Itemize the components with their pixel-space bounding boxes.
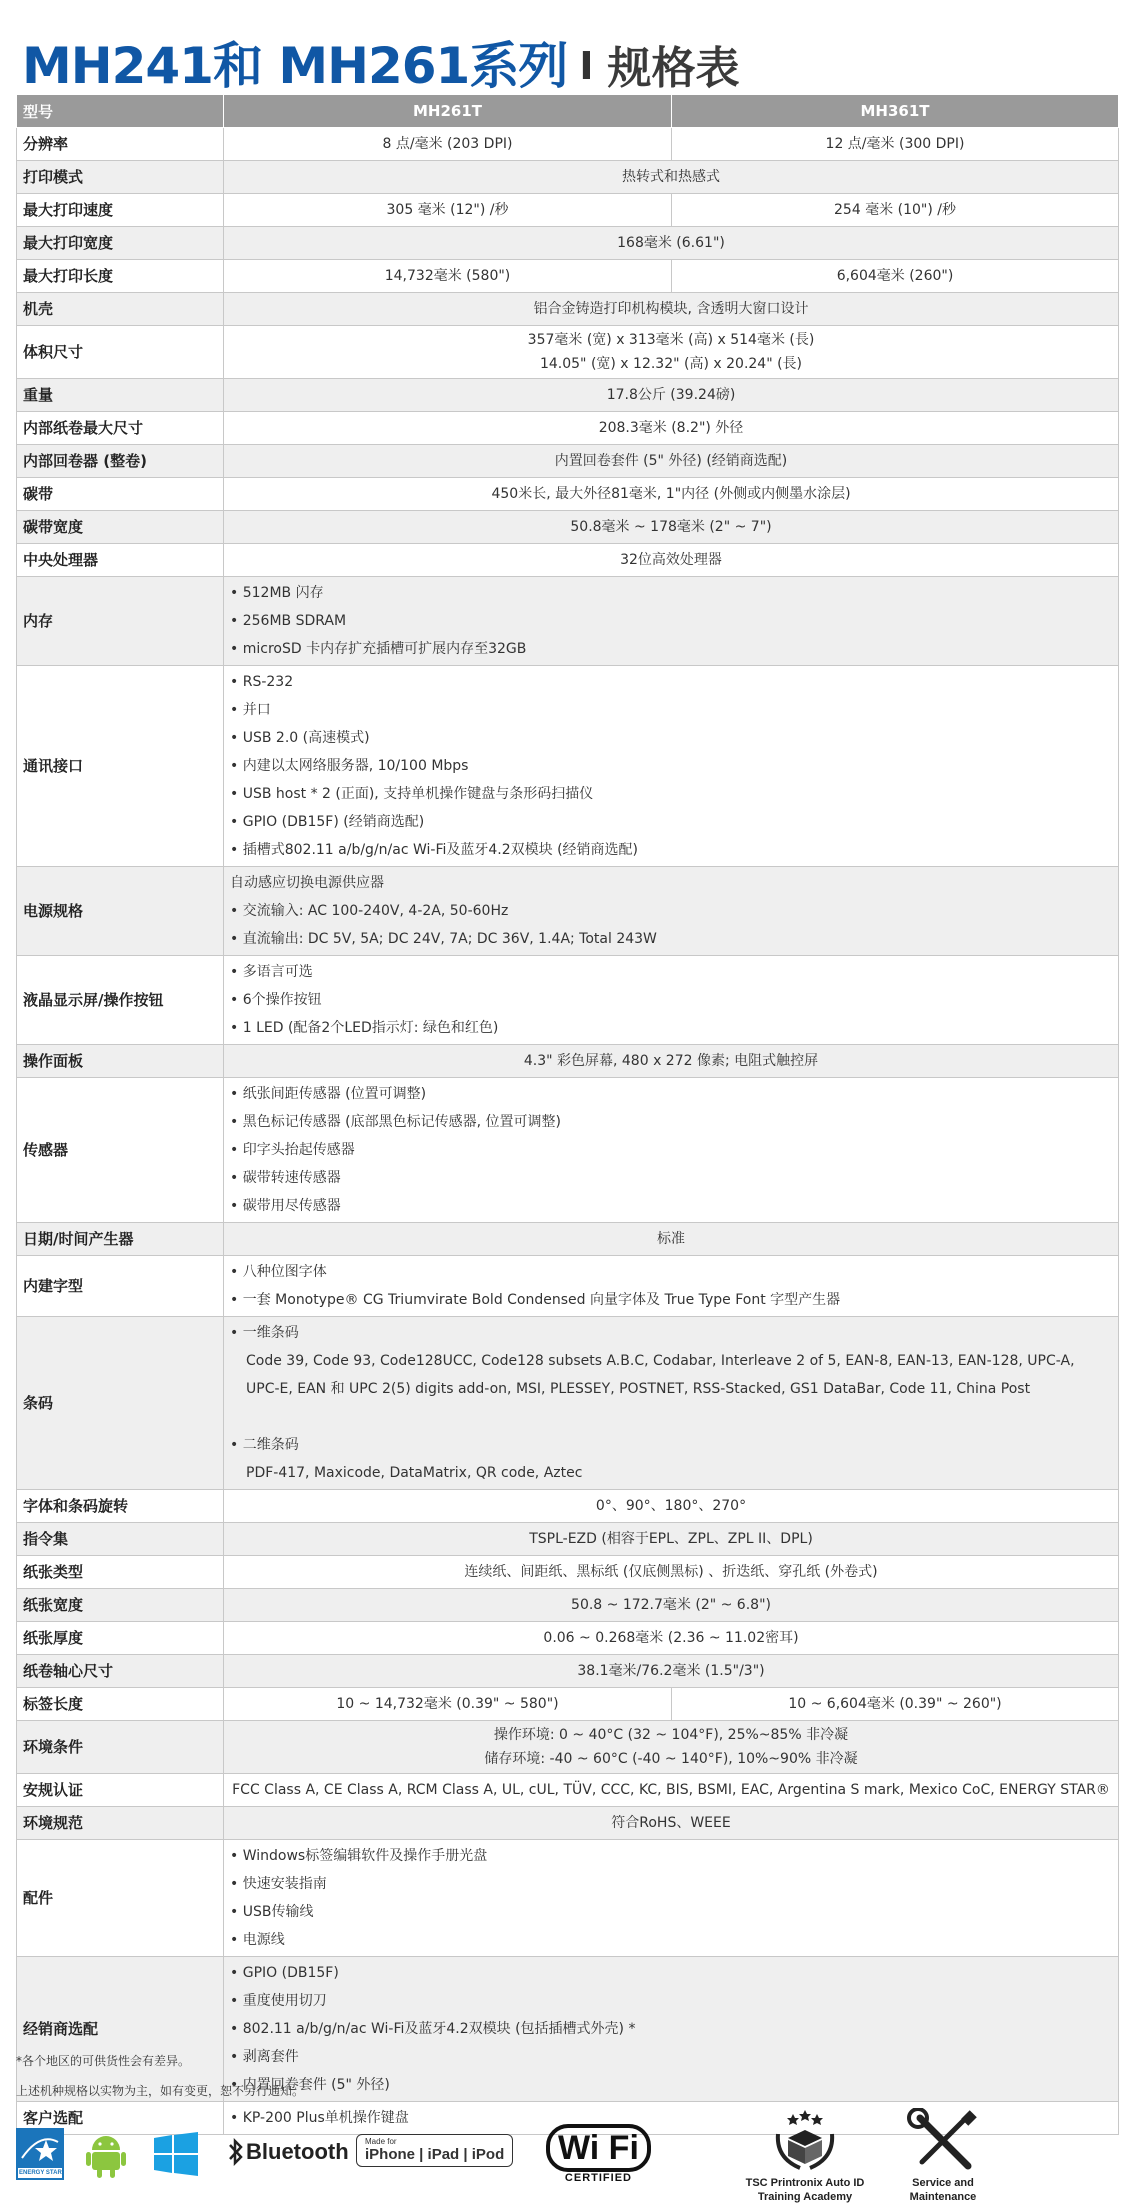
spec-value-b: 6,604毫米 (260"): [672, 260, 1119, 293]
spec-label: 经销商选配: [17, 1957, 224, 2102]
spec-value-b: 254 毫米 (10") /秒: [672, 194, 1119, 227]
spec-label: 配件: [17, 1840, 224, 1957]
spec-line: 操作环境: 0 ~ 40°C (32 ~ 104°F), 25%~85% 非冷凝: [493, 1727, 849, 1743]
spec-row: [17, 445, 1119, 478]
spec-bullet: • 重度使用切刀: [230, 1987, 1112, 2015]
spec-row: [17, 293, 1119, 326]
spec-row: [17, 478, 1119, 511]
spec-bullet: • USB传输线: [230, 1898, 1112, 1926]
apple-made-for: Made for: [365, 2137, 397, 2146]
spec-label: 液晶显示屏/操作按钮: [17, 956, 224, 1045]
spec-line: 357毫米 (宽) x 313毫米 (高) x 514毫米 (長): [527, 332, 815, 348]
spec-label: 环境规范: [17, 1807, 224, 1840]
spec-bullet: • 八种位图字体: [230, 1258, 1112, 1286]
title-model: MH241和 MH261系列: [22, 37, 568, 95]
spec-label: 纸卷轴心尺寸: [17, 1655, 224, 1688]
spec-label: 纸张宽度: [17, 1589, 224, 1622]
spec-row: [17, 194, 1119, 227]
spec-row: [17, 1045, 1119, 1078]
spec-bullet: • 6个操作按钮: [230, 986, 1112, 1014]
spec-value: 50.8 ~ 172.7毫米 (2" ~ 6.8"): [224, 1589, 1119, 1622]
service-maintenance-logo: [888, 2108, 998, 2204]
spec-row: [17, 1688, 1119, 1721]
spec-table: [16, 94, 1119, 2135]
spec-row: [17, 1317, 1119, 1490]
spec-value: 208.3毫米 (8.2") 外径: [224, 412, 1119, 445]
spec-bullet: • USB host * 2 (正面), 支持单机操作键盘与条形码扫描仪: [230, 780, 1112, 808]
spec-label: 内建字型: [17, 1256, 224, 1317]
spec-row: [17, 1490, 1119, 1523]
spec-row: [17, 1807, 1119, 1840]
spec-row: [17, 227, 1119, 260]
spec-bullet: • GPIO (DB15F) (经销商选配): [230, 808, 1112, 836]
spec-label: 纸张类型: [17, 1556, 224, 1589]
spec-bullet-list: [230, 668, 1112, 864]
spec-bullet: • 插槽式802.11 a/b/g/n/ac Wi-Fi及蓝牙4.2双模块 (经销商选配): [230, 836, 1112, 864]
spec-row: [17, 544, 1119, 577]
barcode-heading: • 一维条码: [230, 1325, 299, 1341]
spec-bullet: • 256MB SDRAM: [230, 607, 1112, 635]
spec-label: 重量: [17, 379, 224, 412]
spec-label: 标签长度: [17, 1688, 224, 1721]
page-title: [22, 26, 740, 96]
spec-label: 内部回卷器 (整卷): [17, 445, 224, 478]
service-line-1: Service and: [912, 2177, 974, 2189]
spec-row: [17, 1840, 1119, 1957]
spec-value: [224, 1957, 1119, 2102]
spec-bullet: • GPIO (DB15F): [230, 1959, 1112, 1987]
spec-label: 字体和条码旋转: [17, 1490, 224, 1523]
spec-label: 中央处理器: [17, 544, 224, 577]
spec-value-b: 12 点/毫米 (300 DPI): [672, 128, 1119, 161]
header-model-a: MH261T: [224, 95, 672, 128]
spec-bullet: • 纸张间距传感器 (位置可调整): [230, 1080, 1112, 1108]
spec-bullet-list: [230, 958, 1112, 1042]
spec-label: 环境条件: [17, 1721, 224, 1774]
wifi-text: Wi Fi: [546, 2124, 651, 2172]
spec-value: 连续纸、间距纸、黑标纸 (仅底侧黑标) 、折迭纸、穿孔纸 (外卷式): [224, 1556, 1119, 1589]
wifi-certified-text: CERTIFIED: [564, 2172, 632, 2184]
certification-logos: [16, 2108, 1118, 2203]
wifi-certified-logo: [546, 2124, 651, 2184]
spec-bullet-list: [230, 897, 1112, 953]
bluetooth-logo: [226, 2138, 349, 2166]
spec-value: 50.8毫米 ~ 178毫米 (2" ~ 7"): [224, 511, 1119, 544]
header-model-label: 型号: [17, 95, 224, 128]
spec-label: 内存: [17, 577, 224, 666]
spec-label: 条码: [17, 1317, 224, 1490]
spec-row: [17, 1523, 1119, 1556]
spec-bullet: • 印字头抬起传感器: [230, 1136, 1112, 1164]
spec-bullet: • 512MB 闪存: [230, 579, 1112, 607]
spec-value: 17.8公斤 (39.24磅): [224, 379, 1119, 412]
spec-value: [224, 577, 1119, 666]
spec-bullet: • 碳带转速传感器: [230, 1164, 1112, 1192]
spec-value: [224, 1256, 1119, 1317]
spec-lead: 自动感应切换电源供应器: [230, 875, 384, 891]
spec-value: [224, 1840, 1119, 1957]
barcode-list: Code 39, Code 93, Code128UCC, Code128 subsets A.B.C, Codabar, Interleave 2 of 5, EAN-8, EAN-13, EAN-128, UPC-A, UPC-E, EAN 和 UPC 2(5) digits add-on, MSI, PLESSEY, POSTNET, RSS-Stacked, GS1 DataBar, Code 11, China Post: [246, 1353, 1075, 1397]
spec-label: 客户选配: [17, 2102, 224, 2135]
spec-label: 分辨率: [17, 128, 224, 161]
spec-label: 碳带宽度: [17, 511, 224, 544]
spec-bullet: • 内置回卷套件 (5" 外径): [230, 2071, 1112, 2099]
spec-bullet-list: [230, 579, 1112, 663]
wrench-screwdriver-icon: [888, 2108, 998, 2172]
spec-value: 符合RoHS、WEEE: [224, 1807, 1119, 1840]
spec-row: [17, 956, 1119, 1045]
service-line-2: Maintenance: [909, 2191, 977, 2203]
apple-devices: iPhone | iPad | iPod: [365, 2146, 505, 2163]
spec-bullet: • 802.11 a/b/g/n/ac Wi-Fi及蓝牙4.2双模块 (包括插槽式外壳) *: [230, 2015, 1112, 2043]
bluetooth-icon: [226, 2138, 246, 2166]
spec-value: 450米长, 最大外径81毫米, 1"内径 (外侧或内侧墨水涂层): [224, 478, 1119, 511]
spec-bullet: • KP-200 Plus单机操作键盘: [230, 2104, 1112, 2132]
spec-row: [17, 412, 1119, 445]
spec-bullet: • USB 2.0 (高速模式): [230, 724, 1112, 752]
table-header-row: [17, 95, 1119, 128]
spec-row: [17, 379, 1119, 412]
spec-row: [17, 1774, 1119, 1807]
energy-star-text: ENERGY STAR: [19, 2170, 62, 2176]
spec-bullet: • 黑色标记传感器 (底部黑色标记传感器, 位置可调整): [230, 1108, 1112, 1136]
spec-bullet: • 快速安装指南: [230, 1870, 1112, 1898]
spec-bullet: • 电源线: [230, 1926, 1112, 1954]
title-separator: I: [579, 44, 594, 88]
spec-bullet-list: [230, 1959, 1112, 2099]
spec-value: 168毫米 (6.61"): [224, 227, 1119, 260]
spec-label: 操作面板: [17, 1045, 224, 1078]
spec-label: 纸张厚度: [17, 1622, 224, 1655]
spec-bullet: • 交流输入: AC 100-240V, 4-2A, 50-60Hz: [230, 897, 1112, 925]
spec-bullet: • 剥离套件: [230, 2043, 1112, 2071]
spec-bullet: • 内建以太网络服务器, 10/100 Mbps: [230, 752, 1112, 780]
spec-value: FCC Class A, CE Class A, RCM Class A, UL, cUL, TÜV, CCC, KC, BIS, BSMI, EAC, Argentina S mark, Mexico CoC, ENERGY STAR®: [224, 1774, 1119, 1807]
title-suffix: 规格表: [607, 43, 740, 94]
spec-label: 最大打印速度: [17, 194, 224, 227]
academy-line-2: Training Academy: [757, 2191, 853, 2203]
spec-value: TSPL-EZD (相容于EPL、ZPL、ZPL II、DPL): [224, 1523, 1119, 1556]
spec-label: 安规认证: [17, 1774, 224, 1807]
spec-label: 碳带: [17, 478, 224, 511]
spec-value: 内置回卷套件 (5" 外径) (经销商选配): [224, 445, 1119, 478]
windows-icon: [154, 2132, 198, 2180]
spec-value: 38.1毫米/76.2毫米 (1.5"/3"): [224, 1655, 1119, 1688]
spec-row: [17, 1957, 1119, 2102]
spec-bullet: • 一套 Monotype® CG Triumvirate Bold Condensed 向量字体及 True Type Font 字型产生器: [230, 1286, 1112, 1314]
spec-bullet-list: [230, 1842, 1112, 1954]
spec-label: 最大打印长度: [17, 260, 224, 293]
energy-star-logo: [16, 2128, 64, 2180]
spec-row: [17, 867, 1119, 956]
spec-row: [17, 1223, 1119, 1256]
spec-label: 电源规格: [17, 867, 224, 956]
barcode-heading: • 二维条码: [230, 1437, 299, 1453]
spec-value: [224, 867, 1119, 956]
spec-row: [17, 326, 1119, 379]
spec-value: 32位高效处理器: [224, 544, 1119, 577]
spec-value: 0.06 ~ 0.268毫米 (2.36 ~ 11.02密耳): [224, 1622, 1119, 1655]
footnote-availability: *各个地区的可供货性会有差异。: [16, 2054, 191, 2068]
spec-line: 储存环境: -40 ~ 60°C (-40 ~ 140°F), 10%~90% 非冷凝: [484, 1751, 858, 1767]
training-academy-logo: [730, 2108, 880, 2204]
bluetooth-text: Bluetooth: [246, 2139, 349, 2164]
spec-bullet: • 1 LED (配备2个LED指示灯: 绿色和红色): [230, 1014, 1112, 1042]
spec-value: [224, 1317, 1119, 1490]
header-model-b: MH361T: [672, 95, 1119, 128]
spec-bullet: • 并口: [230, 696, 1112, 724]
spec-label: 体积尺寸: [17, 326, 224, 379]
spec-label: 打印模式: [17, 161, 224, 194]
spec-bullet-list: [230, 1258, 1112, 1314]
spec-value: [224, 1078, 1119, 1223]
spec-line: 14.05" (宽) x 12.32" (高) x 20.24" (長): [539, 356, 803, 372]
spec-value: 0°、90°、180°、270°: [224, 1490, 1119, 1523]
spec-row: [17, 1556, 1119, 1589]
academy-badge-icon: [730, 2108, 880, 2172]
spec-bullet: • microSD 卡内存扩充插槽可扩展内存至32GB: [230, 635, 1112, 663]
apple-mfi-logo: [356, 2134, 513, 2167]
spec-value-a: 10 ~ 14,732毫米 (0.39" ~ 580"): [224, 1688, 672, 1721]
barcode-list: PDF-417, Maxicode, DataMatrix, QR code, Aztec: [246, 1465, 583, 1481]
spec-row: [17, 1655, 1119, 1688]
spec-bullet: • RS-232: [230, 668, 1112, 696]
spec-label: 传感器: [17, 1078, 224, 1223]
spec-value: [224, 326, 1119, 379]
spec-bullet: • 多语言可选: [230, 958, 1112, 986]
spec-bullet-list: [230, 1080, 1112, 1220]
spec-value: 热转式和热感式: [224, 161, 1119, 194]
spec-label: 日期/时间产生器: [17, 1223, 224, 1256]
spec-row: [17, 1078, 1119, 1223]
spec-row: [17, 161, 1119, 194]
spec-label: 内部纸卷最大尺寸: [17, 412, 224, 445]
spec-label: 最大打印宽度: [17, 227, 224, 260]
spec-row: [17, 128, 1119, 161]
spec-value-a: 8 点/毫米 (203 DPI): [224, 128, 672, 161]
spec-row: [17, 511, 1119, 544]
android-icon: [86, 2132, 126, 2182]
spec-row: [17, 577, 1119, 666]
spec-label: 指令集: [17, 1523, 224, 1556]
spacer: [230, 1403, 1112, 1431]
spec-value: 4.3" 彩色屏幕, 480 x 272 像素; 电阻式触控屏: [224, 1045, 1119, 1078]
spec-label: 通讯接口: [17, 666, 224, 867]
spec-value-b: 10 ~ 6,604毫米 (0.39" ~ 260"): [672, 1688, 1119, 1721]
footnote-disclaimer: 上述机种规格以实物为主，如有变更，恕不另行通知。: [16, 2084, 305, 2098]
spec-row: [17, 1589, 1119, 1622]
spec-value-a: 14,732毫米 (580"): [224, 260, 672, 293]
spec-value: [224, 1721, 1119, 1774]
spec-bullet: • Windows标签编辑软件及操作手册光盘: [230, 1842, 1112, 1870]
spec-value: 标准: [224, 1223, 1119, 1256]
spec-bullet: • 碳带用尽传感器: [230, 1192, 1112, 1220]
spec-label: 机壳: [17, 293, 224, 326]
spec-bullet: • 直流输出: DC 5V, 5A; DC 24V, 7A; DC 36V, 1.4A; Total 243W: [230, 925, 1112, 953]
spec-value: [224, 956, 1119, 1045]
spec-row: [17, 666, 1119, 867]
spec-value: [224, 666, 1119, 867]
academy-line-1: TSC Printronix Auto ID: [745, 2177, 865, 2189]
spec-row: [17, 1256, 1119, 1317]
spec-row: [17, 1721, 1119, 1774]
spec-value: 铝合金铸造打印机构模块, 含透明大窗口设计: [224, 293, 1119, 326]
spec-row: [17, 1622, 1119, 1655]
spec-row: [17, 260, 1119, 293]
spec-value-a: 305 毫米 (12") /秒: [224, 194, 672, 227]
